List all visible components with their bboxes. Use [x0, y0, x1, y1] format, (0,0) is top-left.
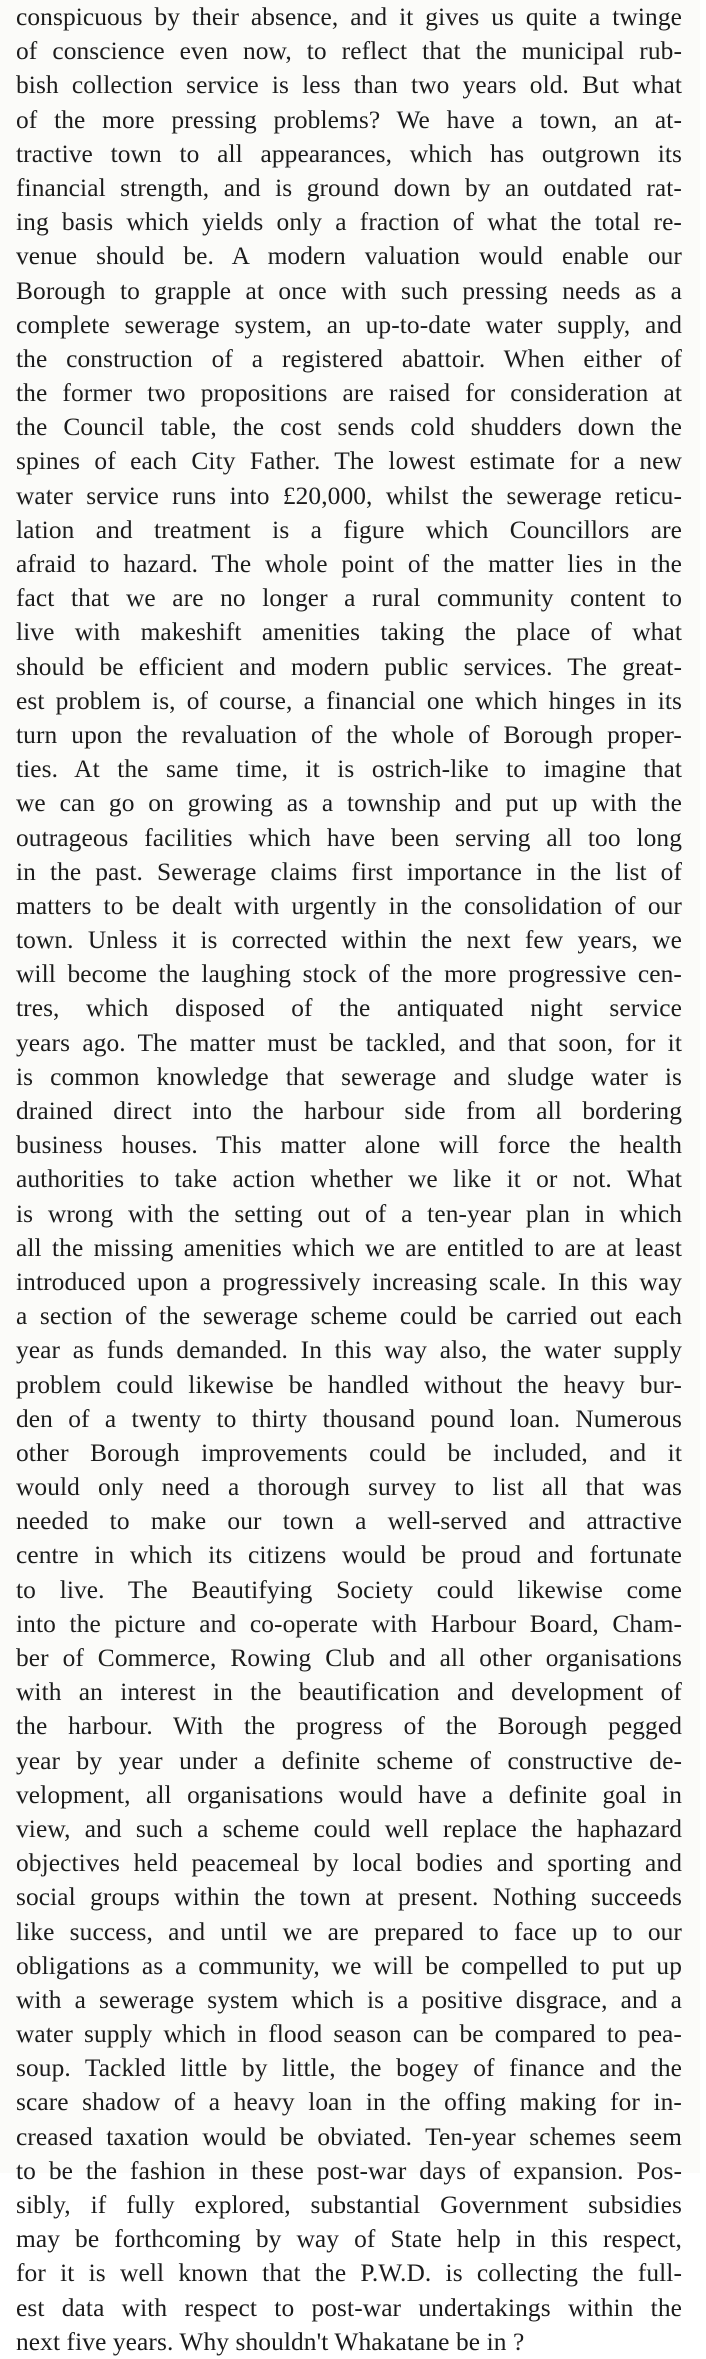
text-line: needed to make our town a well-served and attractive	[16, 1507, 682, 1536]
text-line: creased taxation would be obviated. Ten-year schemes seem	[16, 2122, 682, 2151]
text-line: is common knowledge that sewerage and sludge water is	[16, 1062, 682, 1091]
text-line: est data with respect to post-war undertakings within the	[16, 2293, 682, 2322]
text-line: like success, and until we are prepared to face up to our	[16, 1917, 682, 1946]
text-line: other Borough improvements could be included, and it	[16, 1438, 682, 1467]
text-line: financial strength, and is ground down by an outdated rat-	[16, 173, 682, 202]
text-line: in the past. Sewerage claims first importance in the list of	[16, 857, 682, 886]
text-line: all the missing amenities which we are entitled to are at least	[16, 1233, 682, 1262]
text-line: social groups within the town at present. Nothing succeeds	[16, 1883, 682, 1912]
text-line: soup. Tackled little by little, the bogey of finance and the	[16, 2054, 682, 2083]
text-line: tres, which disposed of the antiquated night service	[16, 994, 682, 1023]
text-line: live with makeshift amenities taking the place of what	[16, 618, 682, 647]
text-line: den of a twenty to thirty thousand pound loan. Numerous	[16, 1404, 682, 1433]
text-line: the former two propositions are raised for consideration at	[16, 379, 682, 408]
text-line: scare shadow of a heavy loan in the offing making for in-	[16, 2088, 682, 2117]
text-line: turn upon the revaluation of the whole of Borough proper-	[16, 720, 682, 749]
text-line: to live. The Beautifying Society could likewise come	[16, 1575, 682, 1604]
text-line: ties. At the same time, it is ostrich-like to imagine that	[16, 755, 682, 784]
text-line: est problem is, of course, a financial one which hinges in its	[16, 686, 682, 715]
text-line: water service runs into £20,000, whilst the sewerage reticu-	[16, 481, 682, 510]
text-line: introduced upon a progressively increasing scale. In this way	[16, 1267, 682, 1296]
text-line: ber of Commerce, Rowing Club and all other organisations	[16, 1644, 682, 1672]
text-line: into the picture and co-operate with Harbour Board, Cham-	[16, 1609, 682, 1638]
text-line: tractive town to all appearances, which has outgrown its	[16, 139, 682, 168]
text-line: bish collection service is less than two years old. But what	[16, 71, 682, 100]
text-line: year by year under a definite scheme of constructive de-	[16, 1746, 682, 1775]
text-line: afraid to hazard. The whole point of the matter lies in the	[16, 550, 682, 578]
text-line: with an interest in the beautification and development of	[16, 1678, 682, 1707]
text-line: next five years. Why shouldn't Whakatane be in ?	[16, 2327, 525, 2356]
text-line: outrageous facilities which have been serving all too long	[16, 823, 682, 852]
text-line: matters to be dealt with urgently in the consolidation of our	[16, 891, 682, 920]
text-line: of conscience even now, to reflect that the municipal rub-	[16, 37, 682, 66]
text-line: venue should be. A modern valuation would enable our	[16, 242, 682, 271]
text-line: Borough to grapple at once with such pressing needs as a	[16, 276, 682, 305]
text-line: fact that we are no longer a rural community content to	[16, 584, 682, 613]
text-line: water supply which in flood season can be compared to pea-	[16, 2020, 682, 2049]
text-line: would only need a thorough survey to list all that was	[16, 1473, 682, 1502]
text-line: obligations as a community, we will be compelled to put up	[16, 1951, 682, 1980]
text-line: for it is well known that the P.W.D. is collecting the full-	[16, 2259, 682, 2288]
text-line: the harbour. With the progress of the Borough pegged	[16, 1712, 682, 1741]
text-line: with a sewerage system which is a positive disgrace, and a	[16, 1985, 682, 2014]
text-line: conspicuous by their absence, and it gives us quite a twinge	[16, 3, 682, 31]
text-line: town. Unless it is corrected within the next few years, we	[16, 926, 682, 955]
text-line: drained direct into the harbour side from all bordering	[16, 1097, 682, 1125]
text-line: the Council table, the cost sends cold shudders down the	[16, 413, 682, 442]
text-line: complete sewerage system, an up-to-date water supply, and	[16, 310, 682, 339]
text-line: will become the laughing stock of the more progressive cen-	[16, 960, 682, 989]
text-line: spines of each City Father. The lowest estimate for a new	[16, 447, 682, 476]
text-line: we can go on growing as a township and put up with the	[16, 789, 682, 818]
text-line: lation and treatment is a figure which Councillors are	[16, 515, 682, 544]
text-line: sibly, if fully explored, substantial Government subsidies	[16, 2191, 682, 2219]
text-line: to be the fashion in these post-war days of expansion. Pos-	[16, 2156, 682, 2185]
text-line: authorities to take action whether we like it or not. What	[16, 1165, 682, 1194]
text-line: years ago. The matter must be tackled, and that soon, for it	[16, 1028, 682, 1057]
text-line: is wrong with the setting out of a ten-year plan in which	[16, 1199, 682, 1228]
text-line: the construction of a registered abattoir. When either of	[16, 344, 682, 373]
text-line: may be forthcoming by way of State help in this respect,	[16, 2225, 682, 2254]
text-line: should be efficient and modern public services. The great-	[16, 652, 682, 681]
text-line: year as funds demanded. In this way also, the water supply	[16, 1336, 682, 1365]
text-line: of the more pressing problems? We have a town, an at-	[16, 105, 682, 134]
text-line: objectives held peacemeal by local bodies and sporting and	[16, 1849, 682, 1878]
text-line: centre in which its citizens would be proud and fortunate	[16, 1541, 682, 1570]
text-line: velopment, all organisations would have a definite goal in	[16, 1780, 682, 1809]
text-line: view, and such a scheme could well replace the haphazard	[16, 1814, 682, 1843]
text-line: business houses. This matter alone will force the health	[16, 1131, 682, 1160]
text-line: ing basis which yields only a fraction of what the total re-	[16, 208, 682, 237]
text-line: problem could likewise be handled without the heavy bur-	[16, 1370, 682, 1399]
article-text-column	[16, 0, 706, 2359]
text-line: a section of the sewerage scheme could be carried out each	[16, 1302, 682, 1331]
